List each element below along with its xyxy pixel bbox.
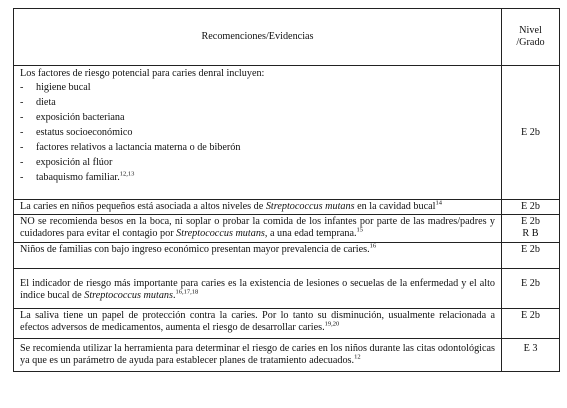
bullet-dash: -: [20, 157, 24, 168]
level-cell: E 2b: [502, 66, 560, 200]
organism-name: Streptococcus mutans: [84, 290, 173, 301]
risk-factors-intro: Los factores de riesgo potencial para caries denral incluyen:: [20, 68, 265, 79]
recommendation-text: .: [172, 290, 176, 301]
recommendation-text: , a una edad temprana.: [264, 228, 357, 239]
recommendation-cell: [14, 269, 502, 309]
recommendation-cell: [14, 200, 502, 215]
recommendation-text: Niños de familias con bajo ingreso económico presentan mayor prevalencia de caries.: [20, 244, 370, 255]
list-item-text: exposición bacteriana: [36, 112, 125, 123]
level-cell: E 2b: [502, 269, 560, 309]
list-item-text: dieta: [36, 97, 56, 108]
bullet-dash: -: [20, 97, 24, 108]
level-cell: [502, 215, 560, 243]
list-item-text: tabaquismo familiar.: [36, 172, 120, 183]
recommendation-cell: [14, 243, 502, 269]
recommendation-text: Se recomienda utilizar la herramienta para determinar el riesgo de caries en los niños durante las citas odontológicas ya que es un parámetro de ayuda para establecer planes de tratamiento adecuados.: [20, 343, 495, 366]
list-item: [20, 110, 495, 125]
bullet-dash: -: [20, 172, 24, 183]
header-level-line2: /Grado: [516, 37, 545, 48]
risk-factors-cell: [14, 66, 502, 200]
table-row: [14, 339, 560, 372]
table-header-row: [14, 9, 560, 66]
list-item-text: higiene bucal: [36, 82, 91, 93]
level-cell: E 2b: [502, 200, 560, 215]
citation-superscript: 16: [369, 242, 377, 250]
organism-name: Streptococcus mutans: [265, 201, 355, 212]
bullet-dash: -: [20, 127, 24, 138]
bullet-dash: -: [20, 142, 24, 153]
header-recommendations: Recomenciones/Evidencias: [14, 9, 502, 66]
table-row: [14, 243, 560, 269]
header-level: [502, 9, 560, 66]
level-evidence: E 2b: [521, 216, 540, 227]
list-item: [20, 155, 495, 170]
bullet-dash: -: [20, 112, 24, 123]
recommendation-cell: [14, 215, 502, 243]
header-level-line1: Nivel: [519, 25, 542, 36]
list-item-text: exposición al flúor: [36, 157, 113, 168]
list-item: [20, 170, 495, 185]
citation-superscript: 14: [435, 199, 442, 207]
list-item: [20, 95, 495, 110]
table-row: [14, 200, 560, 215]
bullet-dash: -: [20, 82, 24, 93]
level-recommendation: R B: [522, 228, 539, 239]
table-row: [14, 66, 560, 200]
level-cell: E 3: [502, 339, 560, 372]
recommendation-text: La saliva tiene un papel de protección contra la caries. Por lo tanto su disminución, usualmente relacionada a efectos adversos de medicamentos, aumenta el riesgo de desarrollar caries.: [20, 310, 495, 333]
organism-name: Streptococcus mutans: [176, 228, 265, 239]
level-cell: E 2b: [502, 243, 560, 269]
list-item-text: estatus socioeconómico: [36, 127, 133, 138]
list-item-text: factores relativos a lactancia materna o de biberón: [36, 142, 241, 153]
table-row: [14, 215, 560, 243]
list-item: [20, 80, 495, 95]
risk-factors-list: [20, 80, 495, 185]
list-item: [20, 140, 495, 155]
citation-superscript: 15: [356, 226, 364, 234]
table-row: [14, 309, 560, 339]
recommendation-cell: [14, 339, 502, 372]
level-cell: E 2b: [502, 309, 560, 339]
recommendation-text: La caries en niños pequeños está asociada a altos niveles de: [20, 201, 266, 212]
citation-superscript: 19,20: [324, 320, 340, 328]
citation-superscript: 16,17,18: [175, 288, 199, 296]
recommendation-cell: [14, 309, 502, 339]
recommendation-text: El indicador de riesgo más importante para caries es la existencia de lesiones o secuelas de la enfermedad y el alto índice bucal de: [20, 278, 495, 301]
recommendation-text: en la cavidad bucal: [354, 201, 436, 212]
list-item: [20, 125, 495, 140]
citation-superscript: 12: [354, 353, 361, 361]
citation-superscript: 12,13: [119, 170, 135, 178]
recommendation-text: NO se recomienda besos en la boca, ni soplar o probar la comida de los infantes por parte de las madres/padres y cuidadores para evitar el contagio por: [20, 216, 495, 239]
table-row: [14, 269, 560, 309]
recommendations-table: [13, 8, 560, 372]
